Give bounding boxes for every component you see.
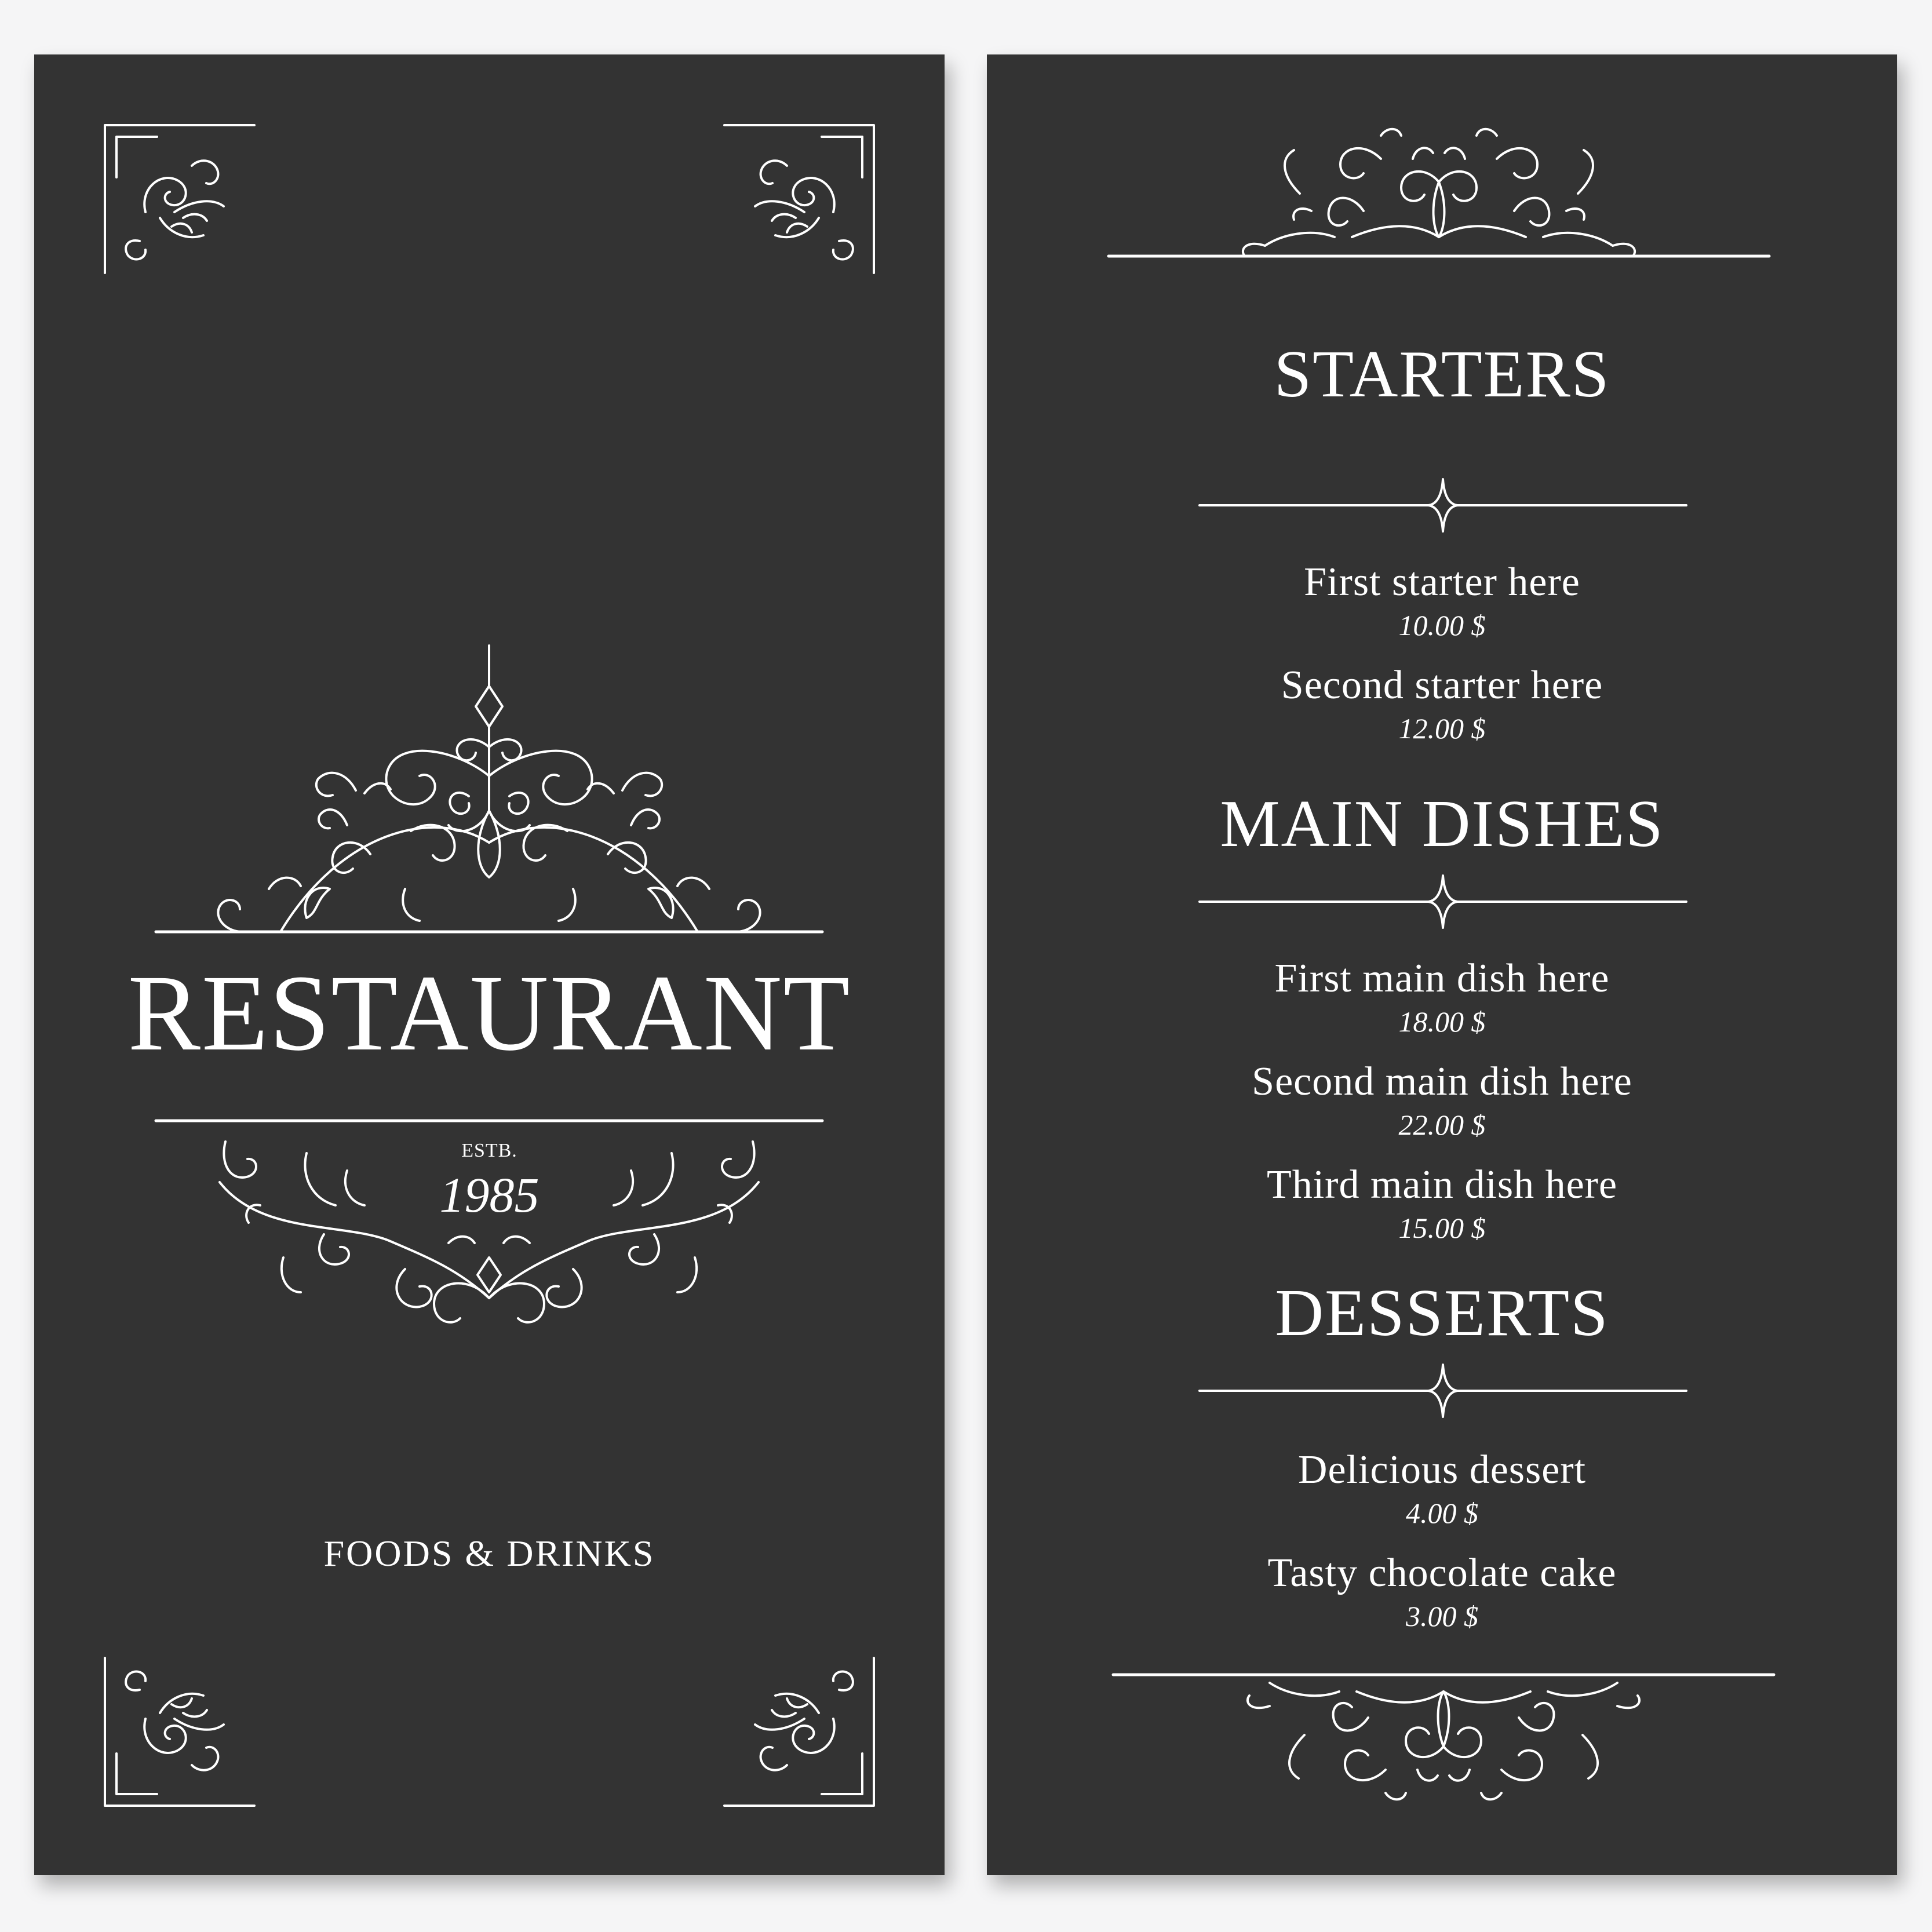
menu-item-name: Delicious dessert [1297, 1448, 1587, 1492]
section-divider-icon [1200, 873, 1686, 931]
menu-item-price: 15.00 $ [1398, 1212, 1486, 1244]
menu-items-panel [987, 54, 1897, 1875]
corner-ornament-bottom-left-icon [105, 1655, 256, 1806]
section-title-starters: STARTERS [1274, 337, 1610, 411]
menu-top-flourish-icon [1109, 124, 1769, 263]
menu-item-name: Tasty chocolate cake [1267, 1551, 1617, 1595]
corner-ornament-top-right-icon [723, 125, 874, 276]
menu-cover-panel [34, 54, 945, 1875]
section-title-main-dishes: MAIN DISHES [1220, 787, 1664, 861]
menu-item-price: 22.00 $ [1398, 1109, 1486, 1141]
tagline: FOODS & DRINKS [323, 1533, 655, 1574]
established-year: 1985 [439, 1167, 539, 1223]
corner-ornament-top-left-icon [105, 125, 256, 276]
menu-bottom-flourish-icon [1113, 1671, 1774, 1810]
menu-item-name: First main dish here [1274, 956, 1610, 1001]
menu-item-name: Second starter here [1281, 663, 1603, 708]
menu-item-price: 4.00 $ [1406, 1497, 1478, 1529]
menu-item-name: Second main dish here [1252, 1059, 1632, 1104]
menu-item-name: Third main dish here [1266, 1162, 1618, 1207]
restaurant-name: RESTAURANT [127, 952, 851, 1073]
menu-item-price: 3.00 $ [1406, 1600, 1478, 1632]
corner-ornament-bottom-right-icon [723, 1655, 874, 1806]
menu-item-price: 18.00 $ [1398, 1005, 1486, 1038]
menu-item-price: 12.00 $ [1398, 712, 1486, 745]
established-label: ESTB. [461, 1140, 517, 1161]
section-divider-icon [1200, 476, 1686, 534]
section-title-desserts: DESSERTS [1275, 1276, 1609, 1350]
section-divider-icon [1200, 1362, 1686, 1420]
menu-item-name: First starter here [1304, 560, 1580, 604]
crest-top-flourish-icon [156, 646, 822, 947]
menu-item-price: 10.00 $ [1398, 609, 1486, 641]
